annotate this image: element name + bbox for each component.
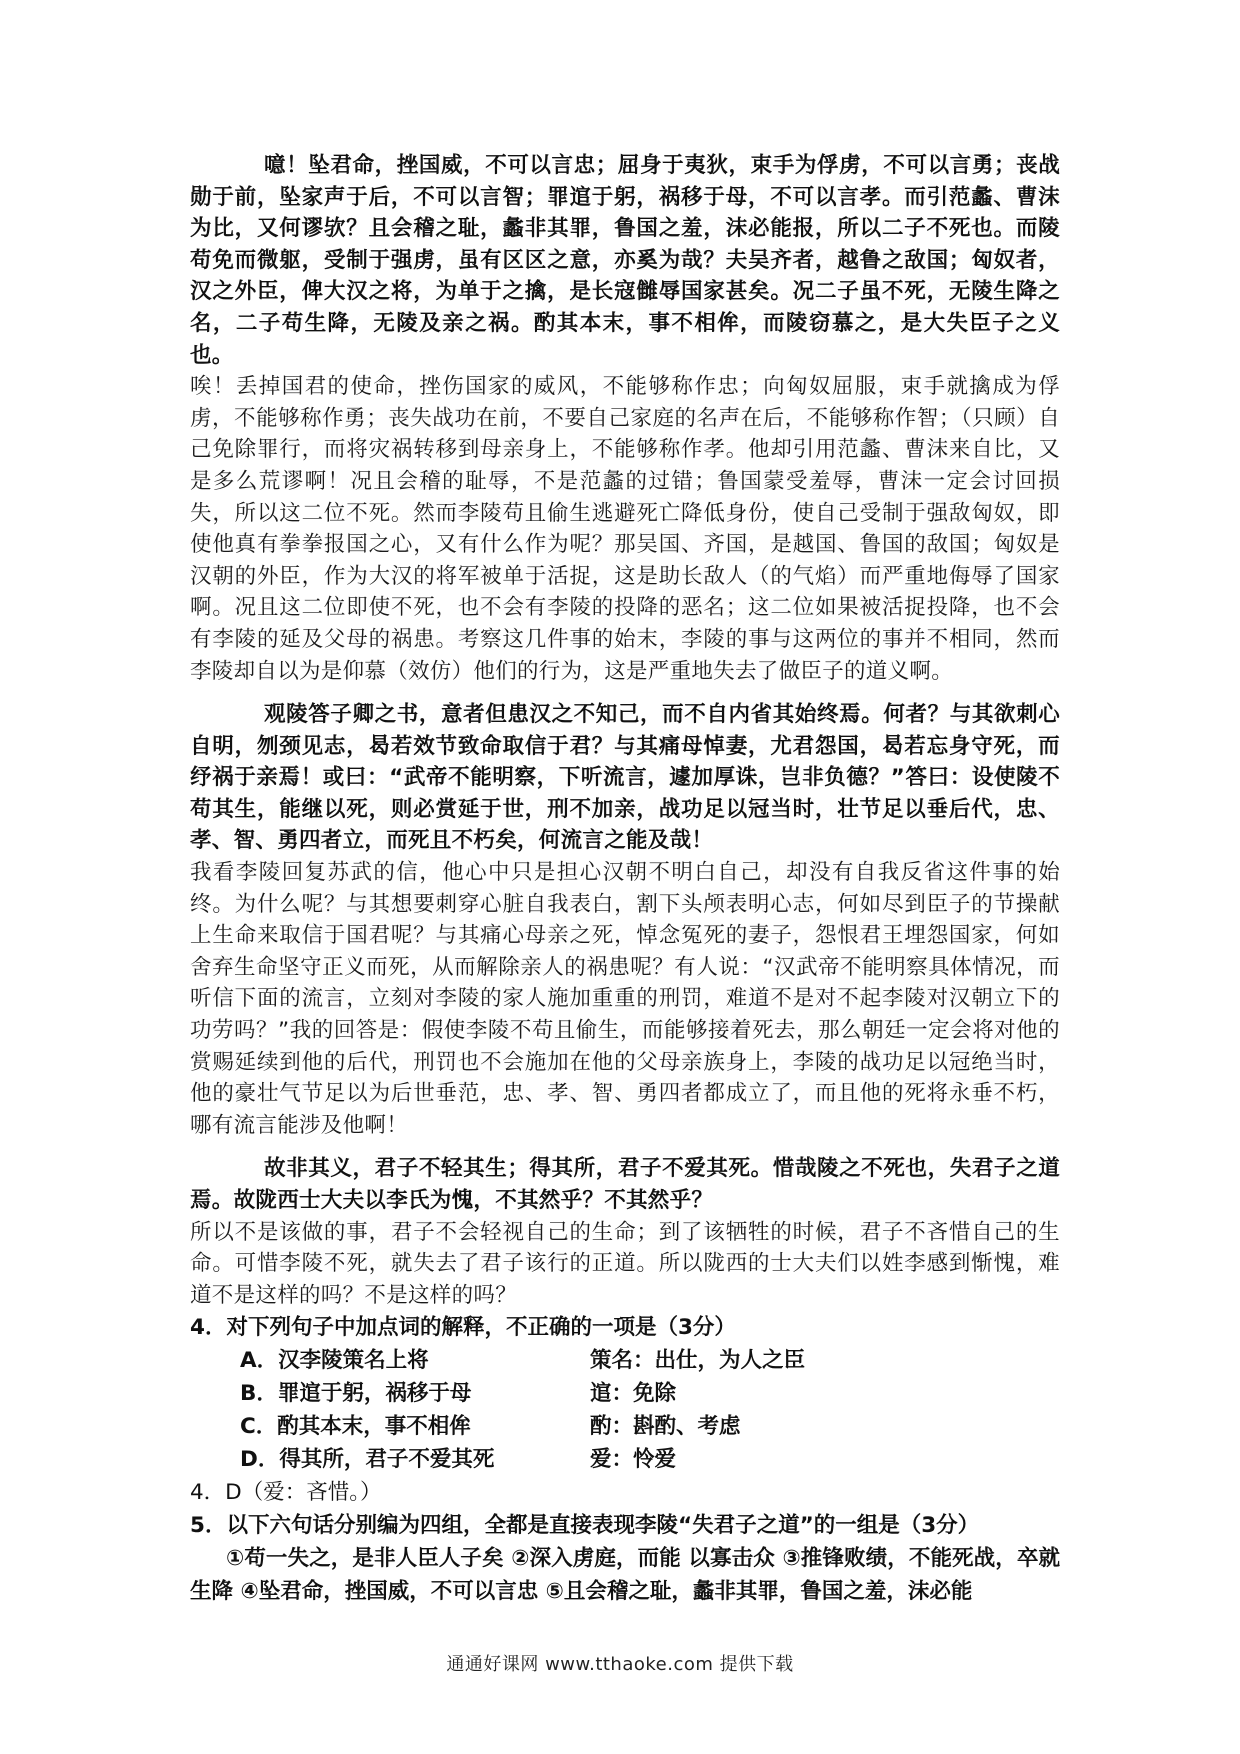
option-gloss: 爱：怜爱 (590, 1447, 677, 1473)
passage-translation-1: 唉！丢掉国君的使命，挫伤国家的威风，不能够称作忠；向匈奴屈服，束手就擒成为俘虏，不能够称作勇；丧失战功在前，不要自己家庭的名声在后，不能够称作智；（只顾）自己免除罪行，而将灾祸转移到母亲身上，不能够称作孝。他却引用范蠡、曹沫来自比，又是多么荒谬啊！况且会稽的耻辱，不是范蠡的过错；鲁国蒙受羞辱，曹沫一定会讨回损失，所以这二位不死。然而李陵苟且偷生逃避死亡降低身份，使自己受制于强敌匈奴，即使他真有拳拳报国之心，又有什么作为呢？那吴国、齐国，是越国、鲁国的敌国；匈奴是汉朝的外臣，作为大汉的将军被单于活捉，这是助长敌人（的气焰）而严重地侮辱了国家啊。况且这二位即使不死，也不会有李陵的投降的恶名；这二位如果被活捉投降，也不会有李陵的延及父母的祸患。考察这几件事的始末，李陵的事与这两位的事并不相同，然而李陵却自以为是仰慕（效仿）他们的行为，这是严重地失去了做臣子的道义啊。 (190, 374, 1060, 684)
passage-translation-2: 我看李陵回复苏武的信，他心中只是担心汉朝不明白自己，却没有自我反省这件事的始终。为什么呢？与其想要刺穿心脏自我表白，割下头颅表明心志，何如尽到臣子的节操献上生命来取信于国君呢？与其痛心母亲之死，悼念冤死的妻子，怨恨君王埋怨国家，何如舍弃生命坚守正义而死，从而解除亲人的祸患呢？有人说：“汉武帝不能明察具体情况，而听信下面的流言，立刻对李陵的家人施加重重的刑罚，难道不是对不起李陵对汉朝立下的功劳吗？”我的回答是：假使李陵不苟且偷生，而能够接着死去，那么朝廷一定会将对他的赏赐延续到他的后代，刑罚也不会施加在他的父母亲族身上，李陵的战功足以冠绝当时，他的豪壮气节足以为后世垂范，忠、孝、智、勇四者都成立了，而且他的死将永垂不朽，哪有流言能涉及他啊！ (190, 860, 1060, 1138)
passage-original-1: 噫！坠君命，挫国威，不可以言忠；屈身于夷狄，束手为俘虏，不可以言勇；丧战勋于前，坠家声于后，不可以言智；罪逭于躬，祸移于母，不可以言孝。而引范蠡、曹沫为比，又何谬欤？且会稽之耻，蠡非其罪，鲁国之羞，沫必能报，所以二子不死也。而陵苟免而微躯，受制于强虏，虽有区区之意，亦奚为哉？夫吴齐者，越鲁之敌国；匈奴者，汉之外臣，俾大汉之将，为单于之擒，是长寇雠辱国家甚矣。况二子虽不死，无陵生降之名，二子苟生降，无陵及亲之祸。酌其本末，事不相侔，而陵窃慕之，是大失臣子之义也。 (190, 153, 1060, 368)
question-4-option-b (190, 1377, 1060, 1410)
question-4-option-d (190, 1443, 1060, 1476)
question-5-items: ①苟一失之，是非人臣人子矣 ②深入虏庭，而能 以寡击众 ③推锋败绩，不能死战，卒就生降 ④坠君命，挫国威，不可以言忠 ⑤且会稽之耻，蠡非其罪，鲁国之羞，沫必能 (190, 1546, 1060, 1605)
passage-original-3: 故非其义，君子不轻其生；得其所，君子不爱其死。惜哉陵之不死也，失君子之道焉。故陇西士大夫以李氏为愧，不其然乎？不其然乎？ (190, 1156, 1060, 1213)
question-5-stem: 5．以下六句话分别编为四组，全都是直接表现李陵“失君子之道”的一组是（3分） (190, 1513, 980, 1539)
option-gloss: 策名：出仕，为人之臣 (590, 1348, 806, 1374)
question-4-option-c (190, 1410, 1060, 1443)
option-gloss: 逭：免除 (590, 1381, 677, 1407)
option-sentence: B．罪逭于躬，祸移于母 (240, 1381, 472, 1407)
question-4-stem: 4．对下列句子中加点词的解释，不正确的一项是（3分） (190, 1315, 736, 1341)
option-gloss: 酌：斟酌、考虑 (590, 1414, 741, 1440)
option-sentence: D．得其所，君子不爱其死 (240, 1447, 495, 1473)
option-sentence: C．酌其本末，事不相侔 (240, 1414, 471, 1440)
question-4-answer: 4．D（爱：吝惜。） (190, 1480, 382, 1506)
passage-translation-3: 所以不是该做的事，君子不会轻视自己的生命；到了该牺牲的时候，君子不吝惜自己的生命。可惜李陵不死，就失去了君子该行的正道。所以陇西的士大夫们以姓李感到惭愧，难道不是这样的吗？不是这样的吗？ (190, 1219, 1060, 1308)
question-4-option-a (190, 1344, 1060, 1377)
option-sentence: A．汉李陵策名上将 (240, 1348, 429, 1374)
page-footer: 通通好课网 www.tthaoke.com 提供下载 (446, 1654, 794, 1675)
document-page (190, 150, 1060, 1608)
passage-original-2: 观陵答子卿之书，意者但患汉之不知己，而不自内省其始终焉。何者？与其欲刺心自明，刎颈见志，曷若效节致命取信于君？与其痛母悼妻，尤君怨国，曷若忘身守死，而纾祸于亲焉！或曰：“武帝不能明察，下听流言，遽加厚诛，岂非负德？”答曰：设使陵不苟其生，能继以死，则必赏延于世，刑不加亲，战功足以冠当时，壮节足以垂后代，忠、孝、智、勇四者立，而死且不朽矣，何流言之能及哉！ (190, 702, 1060, 854)
